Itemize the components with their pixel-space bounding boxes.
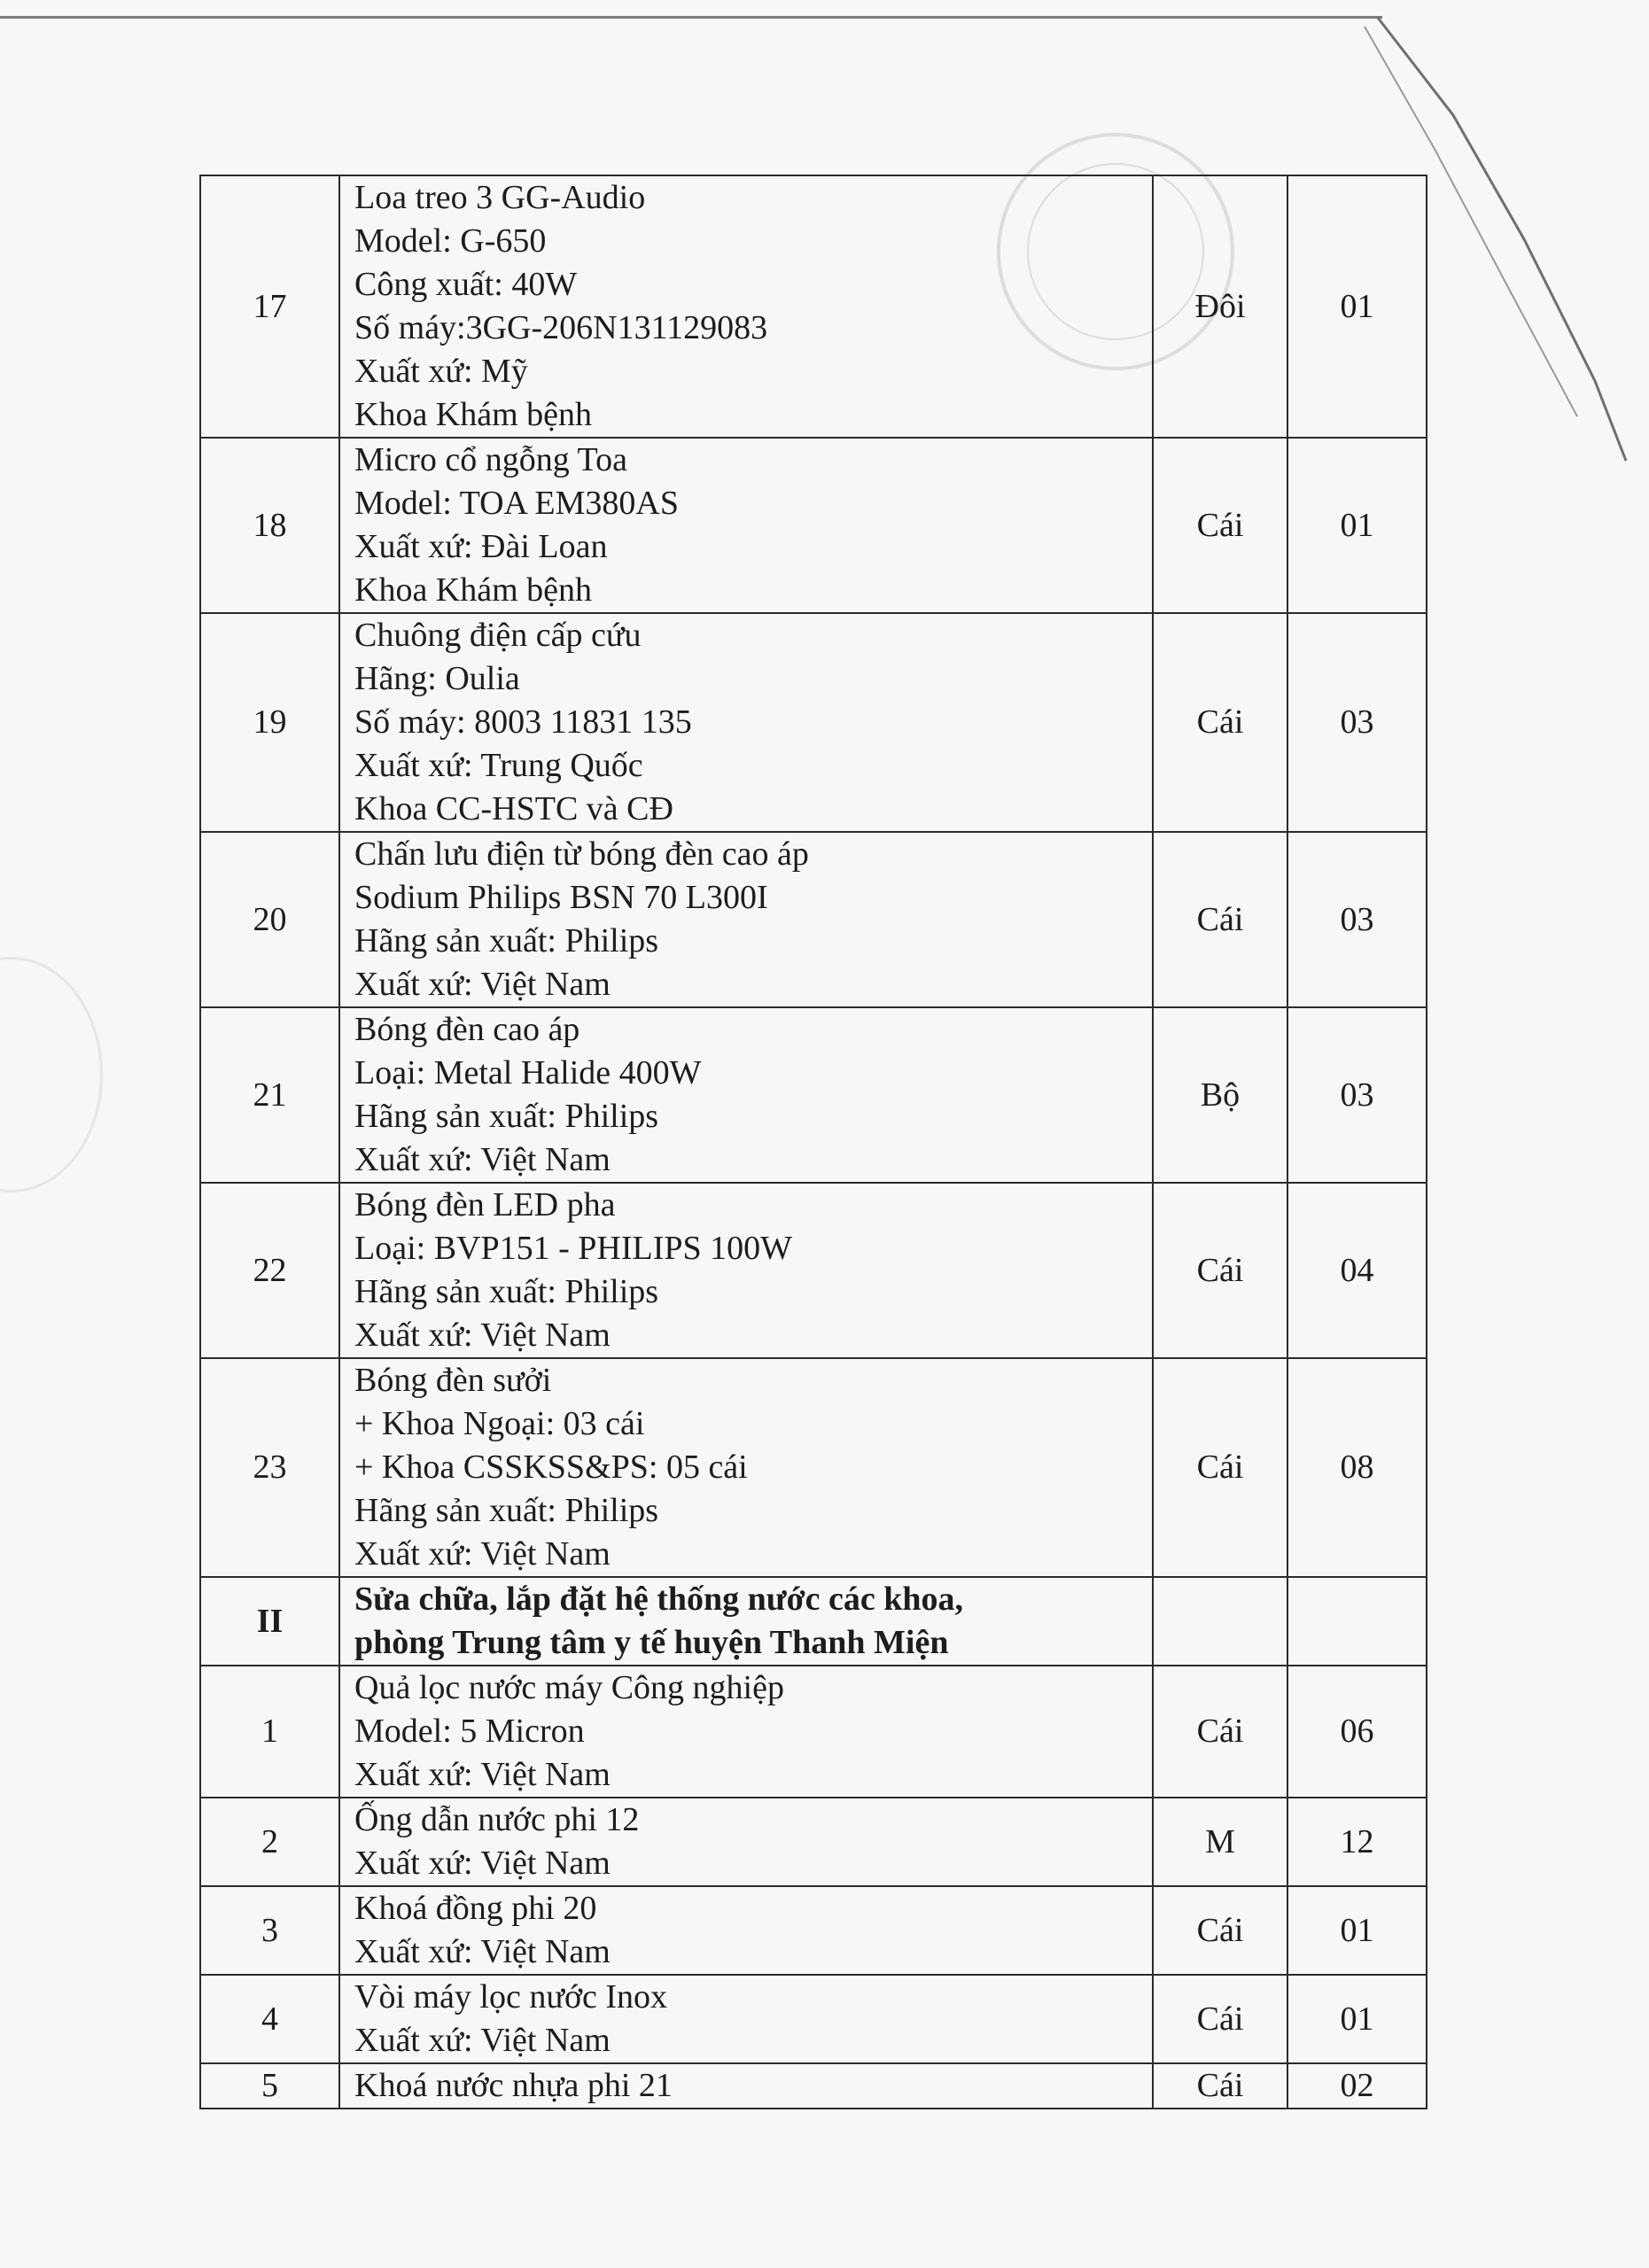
row-number: 22 [200,1183,339,1358]
item-description [339,175,1153,438]
faded-stamp-left [0,957,103,1192]
description-line: + Khoa Ngoại: 03 cái [354,1405,645,1442]
table-row [200,2063,1427,2109]
item-quantity: 12 [1287,1798,1427,1886]
item-description [339,1358,1153,1577]
item-unit: Đôi [1153,175,1287,438]
description-line: phòng Trung tâm y tế huyện Thanh Miện [354,1624,949,1661]
equipment-table [199,175,1427,2109]
description-line: Chấn lưu điện từ bóng đèn cao áp [354,835,809,873]
item-description [339,1183,1153,1358]
item-unit: Cái [1153,1666,1287,1798]
description-line: Khoa Khám bệnh [354,396,593,433]
description-line: Hãng: Oulia [354,660,520,697]
description-line: Bóng đèn sưởi [354,1362,552,1399]
table-row [200,1007,1427,1183]
item-unit: Cái [1153,832,1287,1007]
table-row [200,613,1427,832]
description-line: Model: TOA EM380AS [354,485,679,522]
row-number: 4 [200,1975,339,2063]
item-description [339,1798,1153,1886]
table-row [200,175,1427,438]
equipment-table-body [200,175,1427,2109]
item-description [339,613,1153,832]
page-top-edge [0,16,1382,19]
item-quantity: 03 [1287,613,1427,832]
item-description [339,2063,1153,2109]
description-line: Xuất xứ: Đài Loan [354,528,608,565]
description-line: Chuông điện cấp cứu [354,617,642,654]
item-quantity: 08 [1287,1358,1427,1577]
item-description [339,438,1153,613]
description-line: Model: G-650 [354,222,547,260]
description-line: Vòi máy lọc nước Inox [354,1978,668,2016]
description-line: Xuất xứ: Việt Nam [354,1756,611,1793]
description-line: Số máy: 8003 11831 135 [354,703,692,741]
description-line: Loại: Metal Halide 400W [354,1054,702,1091]
row-number: 3 [200,1886,339,1975]
table-row [200,438,1427,613]
description-line: Hãng sản xuất: Philips [354,1098,659,1135]
item-unit: Cái [1153,1975,1287,2063]
description-line: Xuất xứ: Việt Nam [354,966,611,1003]
description-line: Ống dẫn nước phi 12 [354,1801,640,1838]
description-line: Bóng đèn cao áp [354,1011,580,1048]
description-line: Xuất xứ: Việt Nam [354,1317,611,1354]
section-row [200,1577,1427,1666]
description-line: Khoá đồng phi 20 [354,1890,597,1927]
table-row [200,1886,1427,1975]
item-unit: M [1153,1798,1287,1886]
item-description [339,1886,1153,1975]
row-number: 5 [200,2063,339,2109]
description-line: Loa treo 3 GG-Audio [354,179,646,216]
description-line: Sodium Philips BSN 70 L300I [354,879,768,916]
description-line: Xuất xứ: Việt Nam [354,1141,611,1178]
item-quantity: 03 [1287,1007,1427,1183]
item-quantity: 06 [1287,1666,1427,1798]
item-unit: Cái [1153,438,1287,613]
description-line: Model: 5 Micron [354,1713,585,1750]
item-unit: Cái [1153,2063,1287,2109]
table-row [200,1798,1427,1886]
description-line: Quả lọc nước máy Công nghiệp [354,1669,784,1706]
description-line: Micro cổ ngỗng Toa [354,441,627,478]
row-number: 17 [200,175,339,438]
item-unit: Bộ [1153,1007,1287,1183]
item-description [339,1666,1153,1798]
row-number: 18 [200,438,339,613]
item-unit: Cái [1153,1886,1287,1975]
item-description [339,1007,1153,1183]
description-line: Bóng đèn LED pha [354,1186,616,1223]
item-quantity: 03 [1287,832,1427,1007]
description-line: Khoa Khám bệnh [354,571,593,609]
description-line: Xuất xứ: Việt Nam [354,2022,611,2059]
description-line: Xuất xứ: Mỹ [354,353,528,390]
item-quantity: 01 [1287,1975,1427,2063]
description-line: Khoa CC-HSTC và CĐ [354,790,673,827]
row-number: 19 [200,613,339,832]
item-quantity [1287,1577,1427,1666]
item-unit: Cái [1153,1183,1287,1358]
description-line: Loại: BVP151 - PHILIPS 100W [354,1230,792,1267]
item-description [339,832,1153,1007]
item-quantity: 04 [1287,1183,1427,1358]
description-line: Xuất xứ: Việt Nam [354,1535,611,1573]
table-row [200,832,1427,1007]
row-number: 2 [200,1798,339,1886]
item-quantity: 01 [1287,175,1427,438]
row-number: 1 [200,1666,339,1798]
table-row [200,1358,1427,1577]
description-line: Số máy:3GG-206N131129083 [354,309,768,346]
table-row [200,1666,1427,1798]
item-unit: Cái [1153,1358,1287,1577]
table-row [200,1975,1427,2063]
description-line: Sửa chữa, lắp đặt hệ thống nước các khoa, [354,1581,963,1618]
description-line: Khoá nước nhựa phi 21 [354,2067,673,2104]
row-number: 20 [200,832,339,1007]
description-line: Xuất xứ: Việt Nam [354,1933,611,1970]
description-line: Hãng sản xuất: Philips [354,1273,659,1310]
row-number: 23 [200,1358,339,1577]
row-number: 21 [200,1007,339,1183]
table-row [200,1183,1427,1358]
row-number: II [200,1577,339,1666]
description-line: Hãng sản xuất: Philips [354,1492,659,1529]
item-unit [1153,1577,1287,1666]
description-line: Xuất xứ: Việt Nam [354,1845,611,1882]
item-unit: Cái [1153,613,1287,832]
item-quantity: 02 [1287,2063,1427,2109]
description-line: Xuất xứ: Trung Quốc [354,747,643,784]
item-quantity: 01 [1287,438,1427,613]
description-line: Hãng sản xuất: Philips [354,922,659,959]
item-quantity: 01 [1287,1886,1427,1975]
item-description [339,1975,1153,2063]
description-line: Công xuất: 40W [354,266,578,303]
item-description [339,1577,1153,1666]
description-line: + Khoa CSSKSS&PS: 05 cái [354,1449,748,1486]
